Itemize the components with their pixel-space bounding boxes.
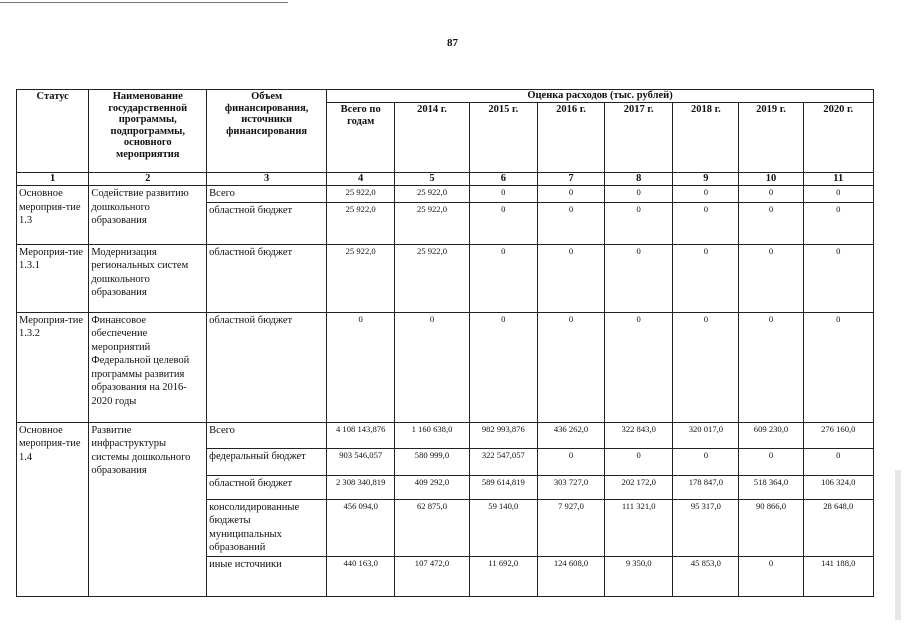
header-status: Статус <box>17 90 89 173</box>
value-cell: 0 <box>605 312 673 422</box>
value-cell: 95 317,0 <box>673 499 739 556</box>
value-cell: 0 <box>537 312 604 422</box>
column-number-row <box>17 173 874 186</box>
value-cell: 107 472,0 <box>395 556 469 596</box>
expenditure-table <box>16 89 874 597</box>
status-cell: Основное мероприя-тие 1.3 <box>17 186 89 245</box>
value-cell: 903 546,057 <box>327 448 395 475</box>
value-cell: 90 866,0 <box>739 499 803 556</box>
value-cell: 202 172,0 <box>605 475 673 499</box>
value-cell: 106 324,0 <box>803 475 873 499</box>
funding-source-cell: областной бюджет <box>207 244 327 312</box>
column-number: 6 <box>469 173 537 186</box>
header-year-2019: 2019 г. <box>739 103 803 173</box>
value-cell: 11 692,0 <box>469 556 537 596</box>
value-cell: 0 <box>739 556 803 596</box>
value-cell: 0 <box>673 312 739 422</box>
value-cell: 456 094,0 <box>327 499 395 556</box>
column-number: 1 <box>17 173 89 186</box>
value-cell: 28 648,0 <box>803 499 873 556</box>
table-row <box>17 422 874 448</box>
header-year-2020: 2020 г. <box>803 103 873 173</box>
header-row-top <box>17 90 874 103</box>
value-cell: 0 <box>469 244 537 312</box>
column-number: 4 <box>327 173 395 186</box>
value-cell: 0 <box>605 244 673 312</box>
value-cell: 0 <box>803 244 873 312</box>
column-number: 3 <box>207 173 327 186</box>
column-number: 2 <box>89 173 207 186</box>
value-cell: 25 922,0 <box>395 186 469 203</box>
value-cell: 322 843,0 <box>605 422 673 448</box>
value-cell: 25 922,0 <box>395 202 469 244</box>
value-cell: 322 547,057 <box>469 448 537 475</box>
value-cell: 0 <box>739 186 803 203</box>
funding-source-cell: областной бюджет <box>207 202 327 244</box>
value-cell: 0 <box>327 312 395 422</box>
value-cell: 518 364,0 <box>739 475 803 499</box>
value-cell: 141 188,0 <box>803 556 873 596</box>
value-cell: 4 108 143,876 <box>327 422 395 448</box>
value-cell: 59 140,0 <box>469 499 537 556</box>
funding-source-cell: федеральный бюджет <box>207 448 327 475</box>
value-cell: 62 875,0 <box>395 499 469 556</box>
header-year-2018: 2018 г. <box>673 103 739 173</box>
column-number: 9 <box>673 173 739 186</box>
value-cell: 0 <box>673 202 739 244</box>
column-number: 5 <box>395 173 469 186</box>
header-program-name: Наименование государственной программы, подпрограммы, основного мероприятия <box>89 90 207 173</box>
column-number: 10 <box>739 173 803 186</box>
value-cell: 440 163,0 <box>327 556 395 596</box>
value-cell: 0 <box>605 186 673 203</box>
value-cell: 25 922,0 <box>327 202 395 244</box>
header-cost-estimate: Оценка расходов (тыс. рублей) <box>327 90 874 103</box>
value-cell: 320 017,0 <box>673 422 739 448</box>
value-cell: 0 <box>673 448 739 475</box>
column-number: 8 <box>605 173 673 186</box>
value-cell: 0 <box>739 448 803 475</box>
header-funding: Объем финансирования, источники финансирования <box>207 90 327 173</box>
program-name-cell: Развитие инфраструктуры системы дошкольного образования <box>89 422 207 596</box>
value-cell: 982 993,876 <box>469 422 537 448</box>
value-cell: 0 <box>803 448 873 475</box>
value-cell: 0 <box>739 202 803 244</box>
table-row <box>17 186 874 203</box>
program-name-cell: Финансовое обеспечение мероприятий Федеральной целевой программы развития образования на 2016-2020 годы <box>89 312 207 422</box>
funding-source-cell: Всего <box>207 186 327 203</box>
value-cell: 7 927,0 <box>537 499 604 556</box>
funding-source-cell: иные источники <box>207 556 327 596</box>
value-cell: 0 <box>469 186 537 203</box>
status-cell: Основное мероприя-тие 1.4 <box>17 422 89 596</box>
value-cell: 0 <box>605 202 673 244</box>
value-cell: 25 922,0 <box>327 244 395 312</box>
status-cell: Мероприя-тие 1.3.1 <box>17 244 89 312</box>
funding-source-cell: Всего <box>207 422 327 448</box>
value-cell: 0 <box>803 186 873 203</box>
funding-source-cell: областной бюджет <box>207 475 327 499</box>
status-cell: Мероприя-тие 1.3.2 <box>17 312 89 422</box>
value-cell: 0 <box>803 202 873 244</box>
header-year-2014: 2014 г. <box>395 103 469 173</box>
header-year-2017: 2017 г. <box>605 103 673 173</box>
top-rule <box>0 2 288 3</box>
value-cell: 609 230,0 <box>739 422 803 448</box>
value-cell: 45 853,0 <box>673 556 739 596</box>
value-cell: 589 614,819 <box>469 475 537 499</box>
value-cell: 178 847,0 <box>673 475 739 499</box>
value-cell: 580 999,0 <box>395 448 469 475</box>
value-cell: 0 <box>739 244 803 312</box>
value-cell: 0 <box>537 202 604 244</box>
value-cell: 1 160 638,0 <box>395 422 469 448</box>
value-cell: 303 727,0 <box>537 475 604 499</box>
value-cell: 0 <box>673 186 739 203</box>
value-cell: 0 <box>673 244 739 312</box>
column-number: 11 <box>803 173 873 186</box>
scan-edge-shadow <box>895 470 901 620</box>
value-cell: 9 350,0 <box>605 556 673 596</box>
value-cell: 111 321,0 <box>605 499 673 556</box>
table-row <box>17 312 874 422</box>
value-cell: 436 262,0 <box>537 422 604 448</box>
value-cell: 276 160,0 <box>803 422 873 448</box>
program-name-cell: Содействие развитию дошкольного образования <box>89 186 207 245</box>
value-cell: 0 <box>739 312 803 422</box>
page-number: 87 <box>447 37 458 49</box>
value-cell: 25 922,0 <box>327 186 395 203</box>
value-cell: 0 <box>537 244 604 312</box>
funding-source-cell: областной бюджет <box>207 312 327 422</box>
header-total: Всего по годам <box>327 103 395 173</box>
value-cell: 0 <box>537 186 604 203</box>
value-cell: 0 <box>605 448 673 475</box>
table-row <box>17 244 874 312</box>
value-cell: 0 <box>469 312 537 422</box>
funding-source-cell: консолидированные бюджеты муниципальных образований <box>207 499 327 556</box>
value-cell: 409 292,0 <box>395 475 469 499</box>
value-cell: 124 608,0 <box>537 556 604 596</box>
program-name-cell: Модернизация региональных систем дошкольного образования <box>89 244 207 312</box>
value-cell: 2 308 340,819 <box>327 475 395 499</box>
header-year-2016: 2016 г. <box>537 103 604 173</box>
column-number: 7 <box>537 173 604 186</box>
value-cell: 0 <box>469 202 537 244</box>
value-cell: 0 <box>803 312 873 422</box>
header-year-2015: 2015 г. <box>469 103 537 173</box>
value-cell: 0 <box>395 312 469 422</box>
value-cell: 25 922,0 <box>395 244 469 312</box>
value-cell: 0 <box>537 448 604 475</box>
